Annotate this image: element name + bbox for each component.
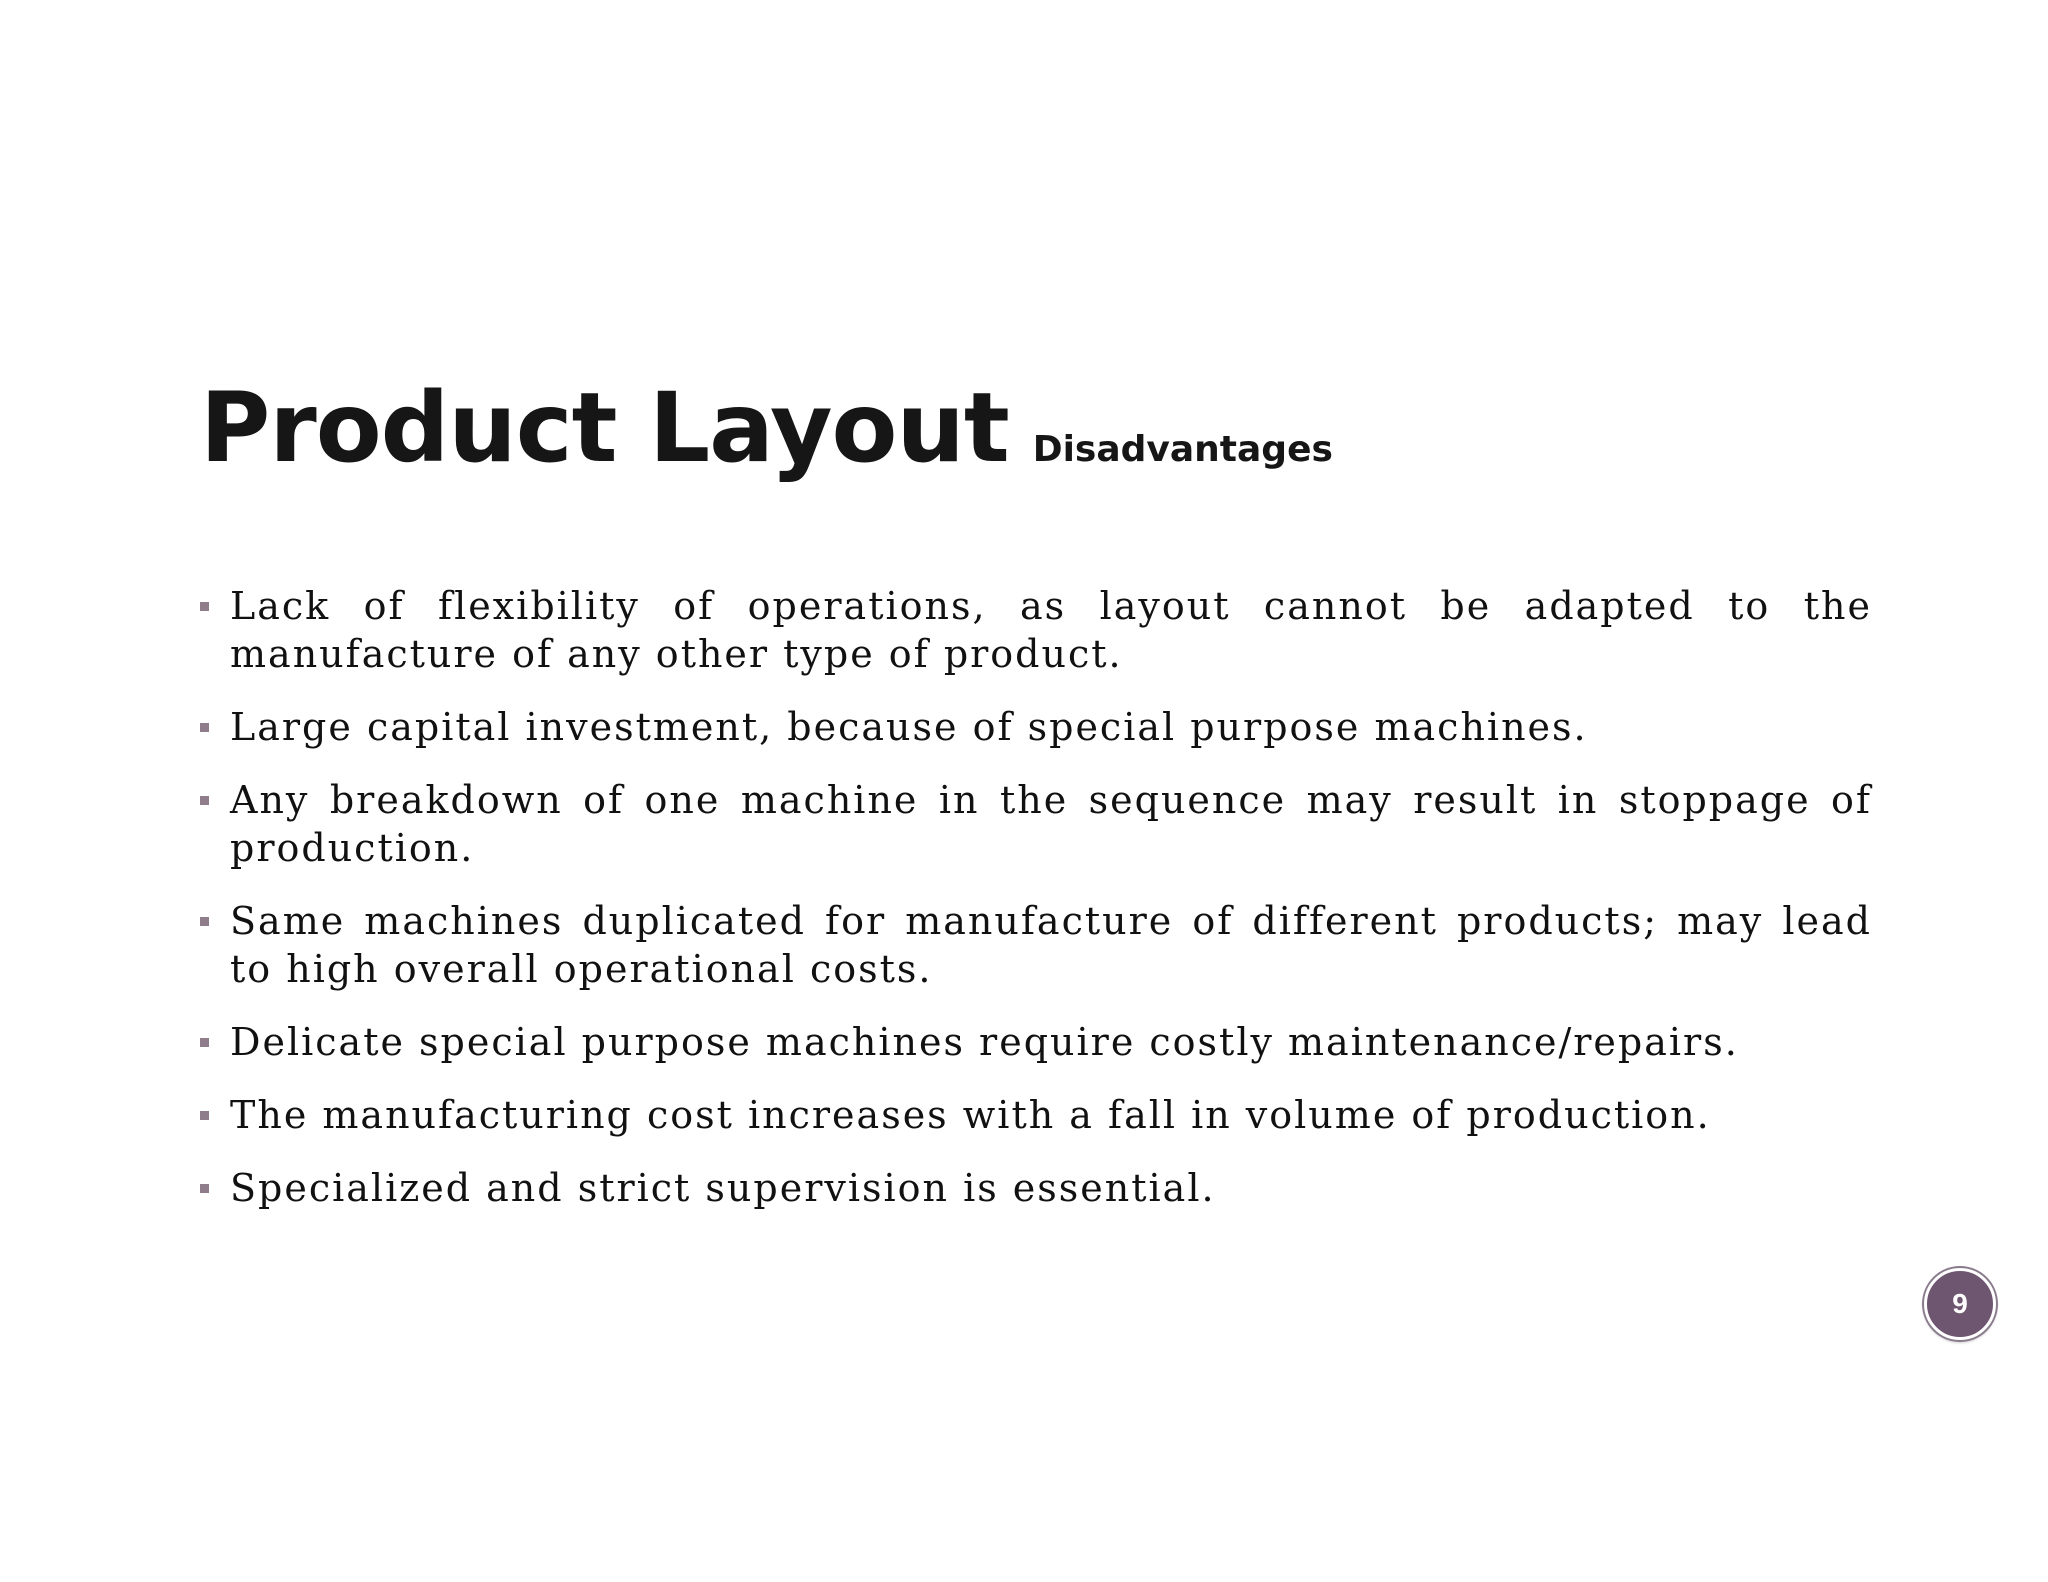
square-bullet-icon: [200, 723, 209, 732]
bullet-text: Lack of flexibility of operations, as layout cannot be adapted to the manufacture of any other type of product.: [230, 584, 1872, 676]
slide-title-block: [200, 372, 1333, 484]
page-number-badge: [1924, 1268, 1996, 1340]
bullet-text: The manufacturing cost increases with a fall in volume of production.: [230, 1093, 1711, 1137]
bullet-item: [200, 1018, 1872, 1066]
bullet-list: [200, 582, 1872, 1237]
bullet-item: [200, 897, 1872, 993]
bullet-text: Large capital investment, because of special purpose machines.: [230, 705, 1588, 749]
square-bullet-icon: [200, 917, 209, 926]
bullet-text: Same machines duplicated for manufacture of different products; may lead to high overall operational costs.: [230, 899, 1872, 991]
square-bullet-icon: [200, 1111, 209, 1120]
bullet-item: [200, 776, 1872, 872]
bullet-text: Specialized and strict supervision is essential.: [230, 1166, 1216, 1210]
bullet-item: [200, 1091, 1872, 1139]
bullet-text: Delicate special purpose machines require costly maintenance/repairs.: [230, 1020, 1739, 1064]
slide-title: Product Layout: [200, 372, 1009, 484]
square-bullet-icon: [200, 796, 209, 805]
bullet-item: [200, 1164, 1872, 1212]
bullet-item: [200, 582, 1872, 678]
square-bullet-icon: [200, 1038, 209, 1047]
square-bullet-icon: [200, 1184, 209, 1193]
slide-subtitle: Disadvantages: [1032, 429, 1333, 470]
bullet-text: Any breakdown of one machine in the sequence may result in stoppage of production.: [230, 778, 1872, 870]
bullet-item: [200, 703, 1872, 751]
page-number: 9: [1952, 1288, 1968, 1319]
square-bullet-icon: [200, 602, 209, 611]
